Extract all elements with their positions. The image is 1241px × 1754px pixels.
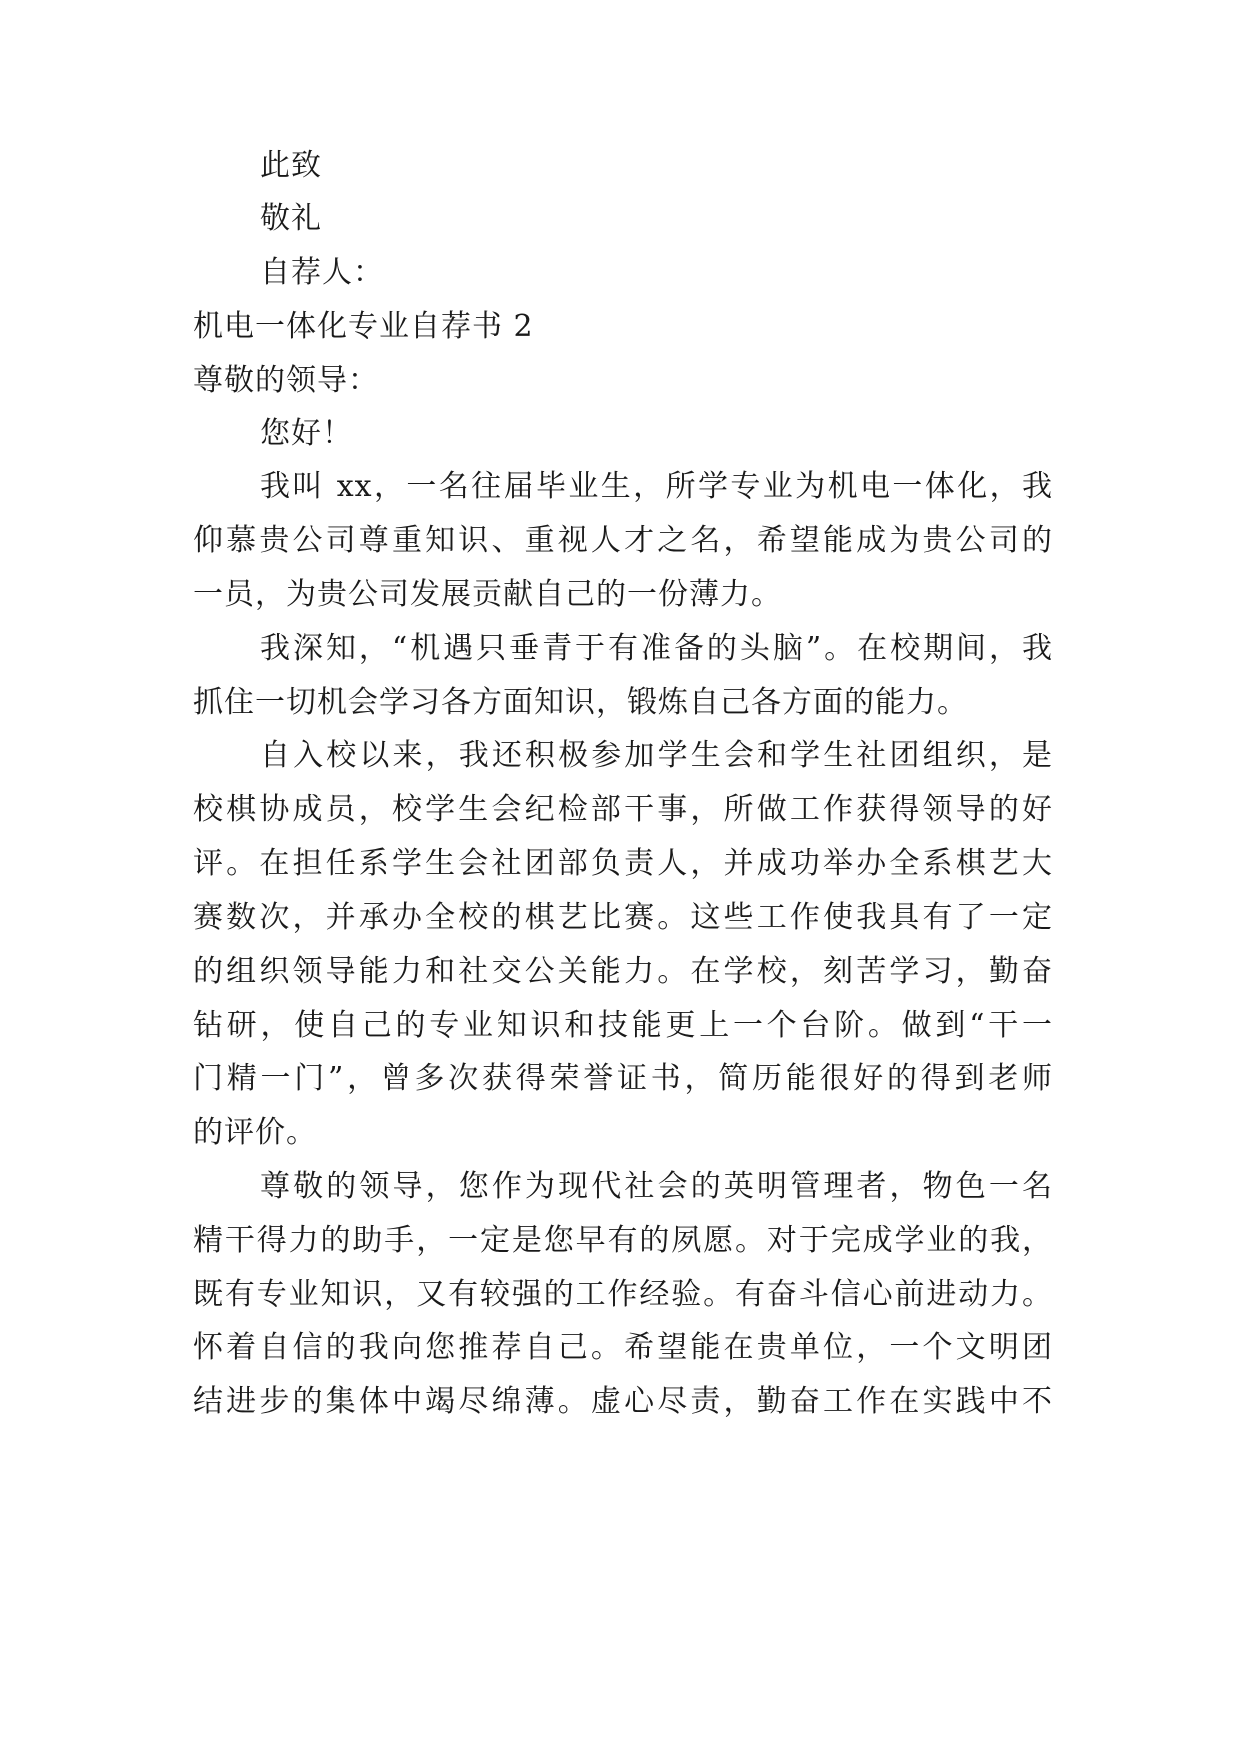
- document-title: 机电一体化专业自荐书 2: [193, 309, 534, 344]
- paragraph-line: 精干得力的助手，一定是您早有的夙愿。对于完成学业的我，: [193, 1223, 1053, 1258]
- paragraph-line: 自入校以来，我还积极参加学生会和学生社团组织，是: [260, 738, 1053, 773]
- paragraph-line: 评。在担任系学生会社团部负责人，并成功举办全系棋艺大: [193, 846, 1053, 881]
- paragraph-line: 的组织领导能力和社交公关能力。在学校，刻苦学习，勤奋: [193, 954, 1053, 989]
- paragraph-line: 一员，为贵公司发展贡献自己的一份薄力。: [193, 577, 782, 612]
- paragraph-line: 抓住一切机会学习各方面知识，锻炼自己各方面的能力。: [193, 685, 968, 720]
- paragraph-line: 赛数次，并承办全校的棋艺比赛。这些工作使我具有了一定: [193, 900, 1053, 935]
- greeting: 尊敬的领导：: [193, 363, 379, 398]
- paragraph-line: 的评价。: [193, 1115, 317, 1150]
- paragraph-line: 钻研，使自己的专业知识和技能更上一个台阶。做到“干一: [193, 1008, 1053, 1043]
- paragraph-line: 怀着自信的我向您推荐自己。希望能在贵单位，一个文明团: [193, 1330, 1053, 1365]
- hello: 您好！: [260, 416, 353, 451]
- paragraph-line: 门精一门”，曾多次获得荣誉证书，简历能很好的得到老师: [193, 1061, 1053, 1096]
- paragraph-line: 结进步的集体中竭尽绵薄。虚心尽责，勤奋工作在实践中不: [193, 1384, 1053, 1419]
- paragraph-line: 尊敬的领导，您作为现代社会的英明管理者，物色一名: [260, 1169, 1053, 1204]
- paragraph-line: 我深知，“机遇只垂青于有准备的头脑”。在校期间，我: [260, 631, 1053, 666]
- paragraph-line: 既有专业知识，又有较强的工作经验。有奋斗信心前进动力。: [193, 1277, 1053, 1312]
- paragraph-line: 仰慕贵公司尊重知识、重视人才之名，希望能成为贵公司的: [193, 523, 1053, 558]
- signature-label: 自荐人：: [260, 255, 384, 290]
- closing-salutation: 此致: [260, 148, 322, 183]
- paragraph-line: 校棋协成员，校学生会纪检部干事，所做工作获得领导的好: [193, 792, 1053, 827]
- paragraph-line: 我叫 xx，一名往届毕业生，所学专业为机电一体化，我: [260, 469, 1053, 504]
- closing-regards: 敬礼: [260, 201, 322, 236]
